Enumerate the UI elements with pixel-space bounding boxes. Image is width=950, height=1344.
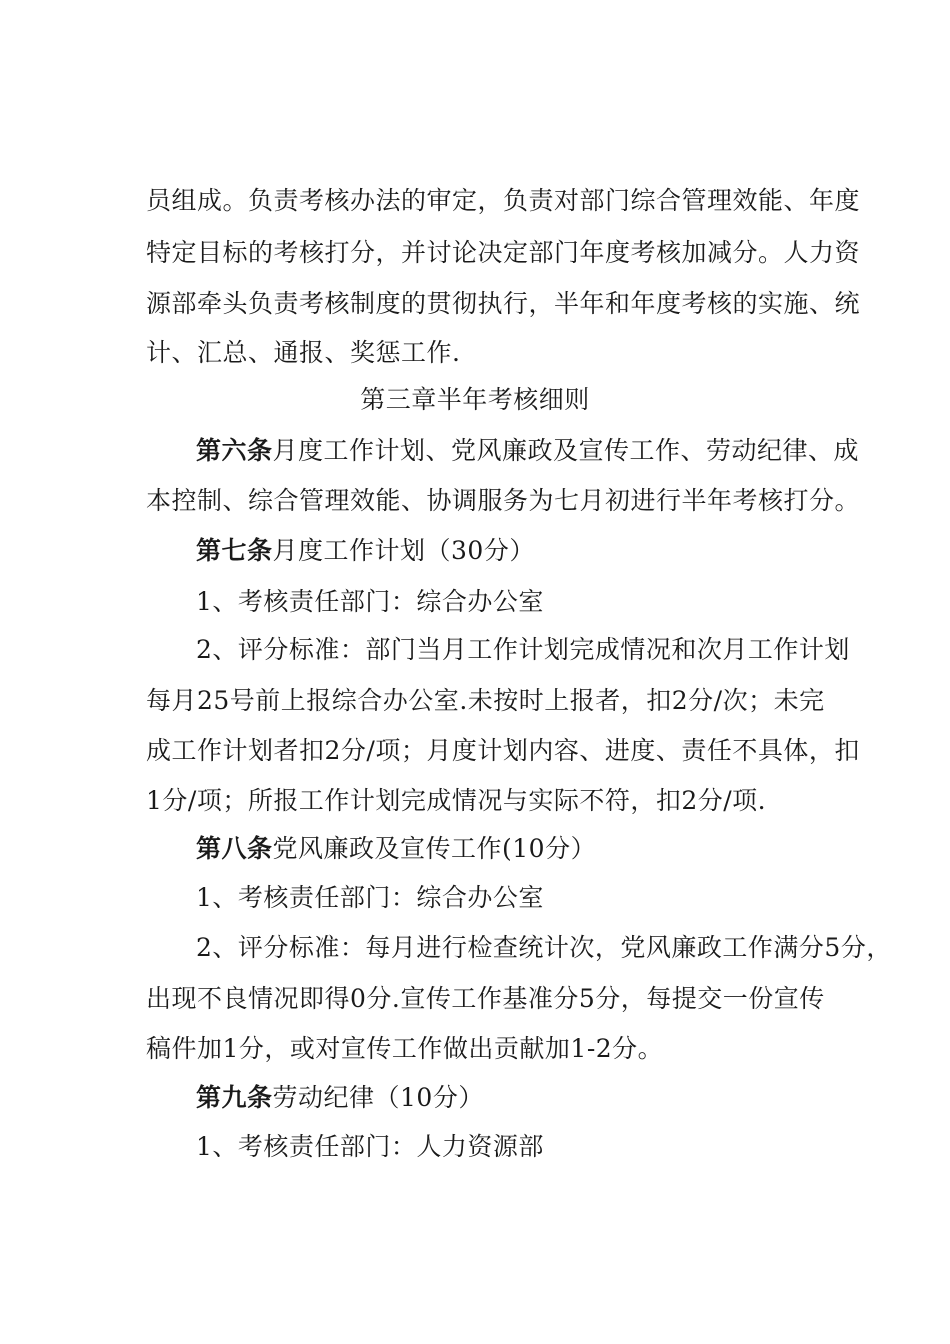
article7-label: 第七条: [196, 536, 273, 565]
article6-text-1: 月度工作计划、党风廉政及宣传工作、劳动纪律、成: [272, 436, 860, 465]
article8-heading: [196, 831, 836, 867]
article7-item-2-line-2: 每月25号前上报综合办公室.未按时上报者，扣2分/次；未完: [146, 686, 825, 715]
article9-heading: [196, 1080, 836, 1116]
article7-title: 月度工作计划（30分）: [272, 536, 535, 565]
article9-item-1: 1、考核责任部门：人力资源部: [196, 1132, 544, 1161]
article6-line-1: [196, 433, 860, 469]
intro-line-1: 员组成。负责考核办法的审定，负责对部门综合管理效能、年度: [146, 186, 861, 215]
intro-line-2: 特定目标的考核打分，并讨论决定部门年度考核加减分。人力资: [146, 238, 861, 267]
article7-item-2-line-1: 2、评分标准：部门当月工作计划完成情况和次月工作计划: [196, 635, 850, 664]
article7-heading: [196, 533, 836, 569]
article7-item-1: 1、考核责任部门：综合办公室: [196, 587, 544, 616]
article8-item-2-line-3: 稿件加1分，或对宣传工作做出贡献加1-2分。: [146, 1034, 664, 1063]
chapter-heading: 第三章半年考核细则: [360, 385, 590, 414]
article8-item-1: 1、考核责任部门：综合办公室: [196, 883, 544, 912]
article7-item-2-line-3: 成工作计划者扣2分/项；月度计划内容、进度、责任不具体，扣: [146, 736, 860, 765]
article8-item-2-line-1: 2、评分标准：每月进行检查统计次，党风廉政工作满分5分，: [196, 933, 892, 962]
article8-title: 党风廉政及宣传工作(10分）: [272, 834, 597, 863]
article6-label: 第六条: [196, 436, 273, 465]
intro-line-4: 计、汇总、通报、奖惩工作.: [146, 338, 461, 367]
article8-label: 第八条: [196, 834, 273, 863]
article6-line-2: 本控制、综合管理效能、协调服务为七月初进行半年考核打分。: [146, 486, 861, 515]
intro-line-3: 源部牵头负责考核制度的贯彻执行，半年和年度考核的实施、统: [146, 289, 861, 318]
article7-item-2-line-4: 1分/项；所报工作计划完成情况与实际不符，扣2分/项.: [146, 786, 767, 815]
article9-label: 第九条: [196, 1083, 273, 1112]
article9-title: 劳动纪律（10分）: [272, 1083, 484, 1112]
article8-item-2-line-2: 出现不良情况即得0分.宣传工作基准分5分，每提交一份宣传: [146, 984, 825, 1013]
